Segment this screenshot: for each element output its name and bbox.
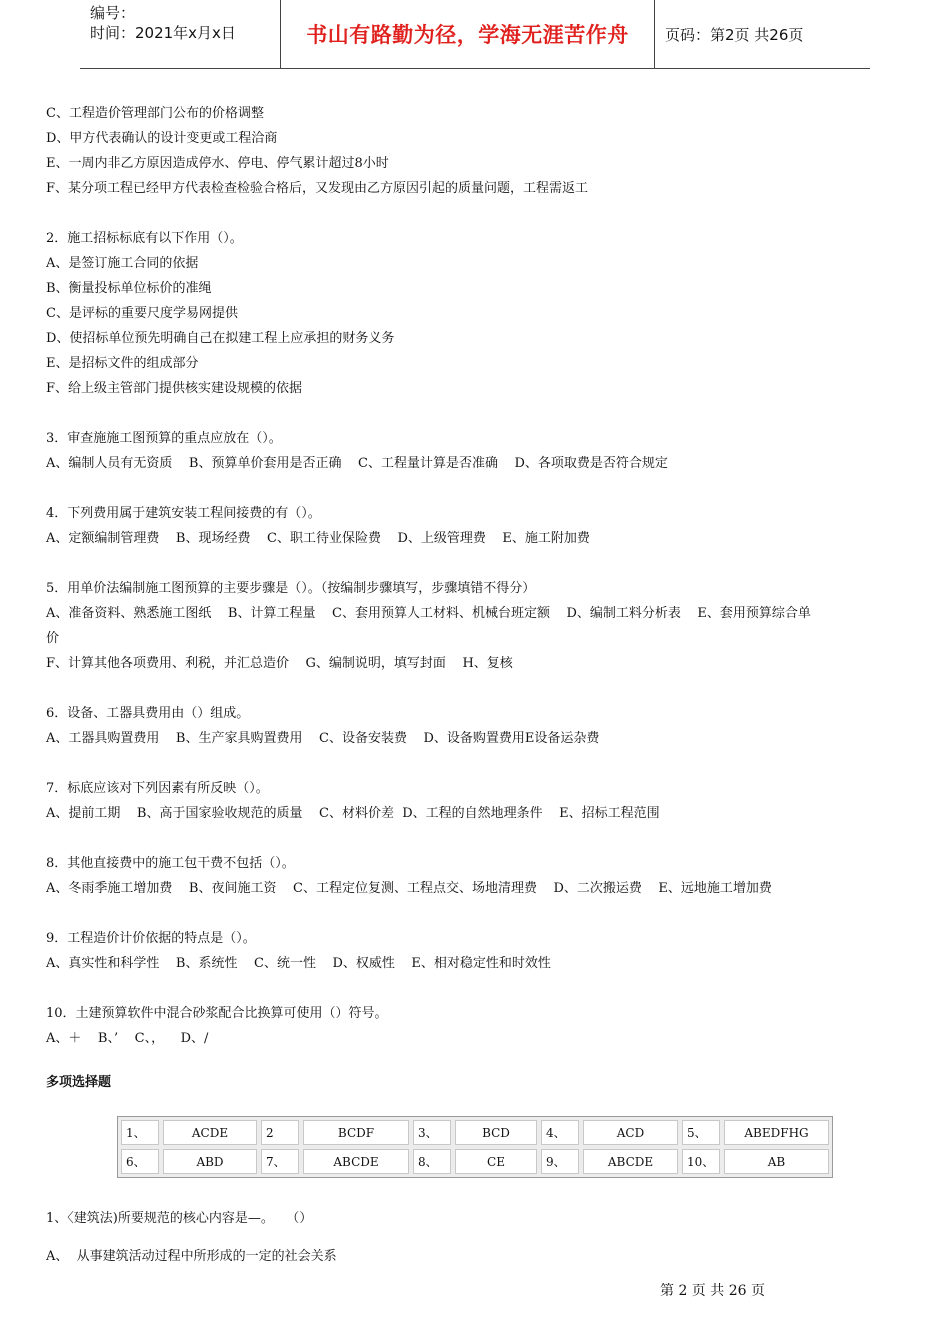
text-line: 价 — [46, 631, 60, 646]
blank-line — [46, 551, 906, 576]
text-line: A、是签订施工合同的依据 — [46, 256, 199, 271]
answer-value-cell: BCD — [455, 1120, 537, 1145]
question-1: 1、〈建筑法)所要规范的核心内容是—。 （） — [46, 1211, 313, 1226]
text-line: A、提前工期 B、高于国家验收规范的质量 C、材料价差 D、工程的自然地理条件 E、招标工程范围 — [46, 806, 660, 821]
answer-number-cell: 3、 — [413, 1120, 451, 1145]
blank-line — [46, 201, 906, 226]
answer-number-cell: 2 — [261, 1120, 299, 1145]
answer-number-cell: 8、 — [413, 1149, 451, 1174]
answer-grid — [121, 1120, 829, 1174]
answer-value-cell: AB — [724, 1149, 829, 1174]
text-line: 4．下列费用属于建筑安装工程间接费的有（）。 — [46, 506, 321, 521]
document-number-label: 编号： — [90, 4, 136, 22]
blank-line — [46, 476, 906, 501]
answer-table — [117, 1116, 833, 1178]
question-content — [46, 101, 906, 1051]
text-line: E、一周内非乙方原因造成停水、停电、停气累计超过8小时 — [46, 156, 389, 171]
text-line: A、定额编制管理费 B、现场经费 C、职工待业保险费 D、上级管理费 E、施工附加费 — [46, 531, 590, 546]
blank-line — [46, 826, 906, 851]
blank-line — [46, 901, 906, 926]
answer-number-cell: 1、 — [121, 1120, 159, 1145]
text-line: 6．设备、工器具费用由（）组成。 — [46, 706, 250, 721]
section-title: 多项选择题 — [46, 1075, 112, 1090]
text-line: F、给上级主管部门提供核实建设规模的依据 — [46, 381, 303, 396]
page-header — [80, 0, 870, 69]
answer-value-cell: ABD — [163, 1149, 257, 1174]
answer-number-cell: 6、 — [121, 1149, 159, 1174]
header-page-info: 页码：第2页 共26页 — [665, 25, 804, 44]
blank-line — [46, 401, 906, 426]
question-1-option-a: A、 从事建筑活动过程中所形成的一定的社会关系 — [46, 1249, 337, 1264]
answer-number-cell: 5、 — [682, 1120, 720, 1145]
blank-line — [46, 676, 906, 701]
text-line: A、准备资料、熟悉施工图纸 B、计算工程量 C、套用预算人工材料、机械台班定额 D、编制工料分析表 E、套用预算综合单 — [46, 606, 811, 621]
text-line: F、某分项工程已经甲方代表检查检验合格后，又发现由乙方原因引起的质量问题，工程需返工 — [46, 181, 589, 196]
text-line: B、衡量投标单位标价的准绳 — [46, 281, 212, 296]
text-line: 3．审查施施工图预算的重点应放在（）。 — [46, 431, 282, 446]
answer-value-cell: CE — [455, 1149, 537, 1174]
text-line: D、使招标单位预先明确自己在拟建工程上应承担的财务义务 — [46, 331, 395, 346]
header-motto-cell — [281, 0, 655, 68]
text-line: 10．土建预算软件中混合砂浆配合比换算可使用（）符号。 — [46, 1006, 388, 1021]
answer-value-cell: ACD — [583, 1120, 678, 1145]
answer-value-cell: BCDF — [303, 1120, 409, 1145]
text-line: F、计算其他各项费用、利税，并汇总造价 G、编制说明，填写封面 H、复核 — [46, 656, 513, 671]
text-line: C、是评标的重要尺度学易网提供 — [46, 306, 238, 321]
page-footer: 第 2 页 共 26 页 — [660, 1283, 765, 1299]
blank-line — [46, 751, 906, 776]
answer-value-cell: ABEDFHG — [724, 1120, 829, 1145]
text-line: A、冬雨季施工增加费 B、夜间施工资 C、工程定位复测、工程点交、场地清理费 D、二次搬运费 E、远地施工增加费 — [46, 881, 772, 896]
answer-value-cell: ABCDE — [303, 1149, 409, 1174]
answer-number-cell: 7、 — [261, 1149, 299, 1174]
text-line: A、＋ B、’ C、， D、/ — [46, 1031, 209, 1046]
document-date: 时间：2021年x月x日 — [90, 24, 236, 42]
answer-number-cell: 4、 — [541, 1120, 579, 1145]
text-line: 7．标底应该对下列因素有所反映（）。 — [46, 781, 269, 796]
header-motto: 书山有路勤为径，学海无涯苦作舟 — [306, 22, 629, 47]
text-line: A、真实性和科学性 B、系统性 C、统一性 D、权威性 E、相对稳定性和时效性 — [46, 956, 551, 971]
answer-number-cell: 10、 — [682, 1149, 720, 1174]
answer-value-cell: ACDE — [163, 1120, 257, 1145]
text-line: 9．工程造价计价依据的特点是（）。 — [46, 931, 256, 946]
text-line: 2．施工招标标底有以下作用（）。 — [46, 231, 243, 246]
text-line: A、工器具购置费用 B、生产家具购置费用 C、设备安装费 D、设备购置费用E设备运杂费 — [46, 731, 600, 746]
blank-line — [46, 976, 906, 1001]
header-meta — [80, 0, 281, 68]
answer-number-cell: 9、 — [541, 1149, 579, 1174]
text-line: C、工程造价管理部门公布的价格调整 — [46, 106, 264, 121]
text-line: A、编制人员有无资质 B、预算单价套用是否正确 C、工程量计算是否准确 D、各项取费是否符合规定 — [46, 456, 668, 471]
text-line: 5．用单价法编制施工图预算的主要步骤是（）。（按编制步骤填写，步骤填错不得分） — [46, 581, 536, 596]
text-line: D、甲方代表确认的设计变更或工程洽商 — [46, 131, 278, 146]
text-line: E、是招标文件的组成部分 — [46, 356, 199, 371]
text-line: 8．其他直接费中的施工包干费不包括（）。 — [46, 856, 295, 871]
answer-value-cell: ABCDE — [583, 1149, 678, 1174]
